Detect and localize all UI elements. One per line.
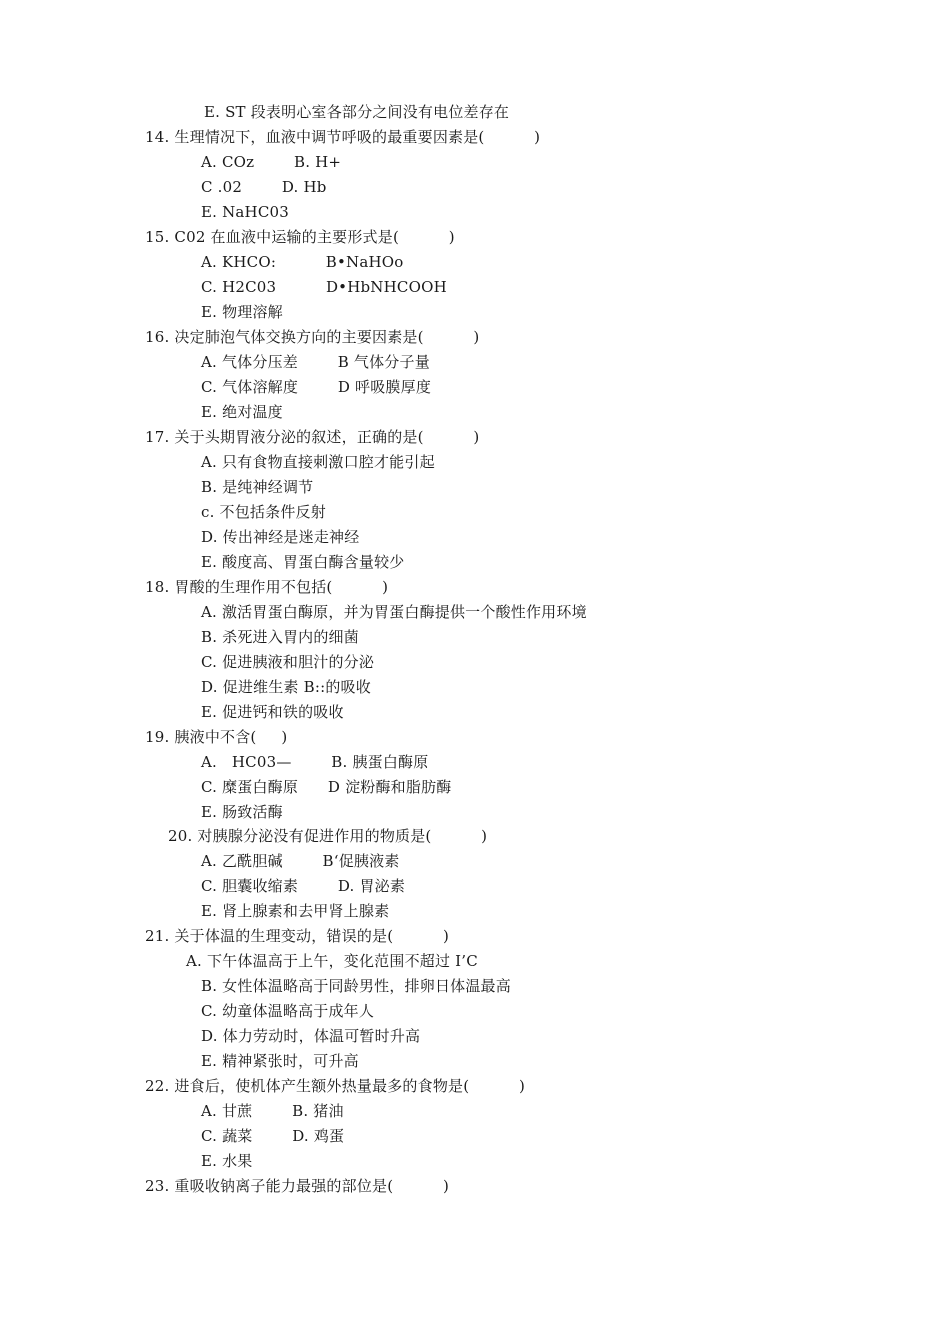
option-14e: E. NaHC03: [201, 203, 289, 221]
option-19ab: A. HC03— B. 胰蛋白酶原: [201, 753, 429, 771]
option-15e: E. 物理溶解: [201, 303, 283, 321]
option-14cd: C .02 D. Hb: [201, 178, 327, 196]
option-21b: B. 女性体温略高于同龄男性，排卵日体温最高: [201, 977, 511, 995]
question-16: 16. 决定肺泡气体交换方向的主要因素是( ): [145, 328, 480, 346]
option-13e: E. ST 段表明心室各部分之间没有电位差存在: [204, 103, 510, 121]
question-19: 19. 胰液中不含( ): [145, 728, 288, 746]
question-15: 15. C02 在血液中运输的主要形式是( ): [145, 228, 455, 246]
option-18b: B. 杀死进入胃内的细菌: [201, 628, 359, 646]
option-19e: E. 肠致活酶: [201, 803, 283, 821]
question-18: 18. 胃酸的生理作用不包括( ): [145, 578, 389, 596]
option-18e: E. 促进钙和铁的吸收: [201, 703, 344, 721]
option-22e: E. 水果: [201, 1152, 253, 1170]
option-21e: E. 精神紧张时，可升高: [201, 1052, 359, 1070]
option-20ab: A. 乙酰胆碱 B‘促胰液素: [201, 852, 400, 870]
option-16e: E. 绝对温度: [201, 403, 283, 421]
option-18d: D. 促进维生素 B::的吸收: [201, 678, 371, 696]
option-18c: C. 促进胰液和胆汁的分泌: [201, 653, 375, 671]
option-21c: C. 幼童体温略高于成年人: [201, 1002, 375, 1020]
option-17e: E. 酸度高、胃蛋白酶含量较少: [201, 553, 405, 571]
option-16cd: C. 气体溶解度 D 呼吸膜厚度: [201, 378, 432, 396]
question-17: 17. 关于头期胃液分泌的叙述，正确的是( ): [145, 428, 480, 446]
option-21a: A. 下午体温高于上午，变化范围不超过 I’C: [186, 952, 478, 970]
option-15cd: C. H2C03 D•HbNHCOOH: [201, 278, 447, 296]
option-17a: A. 只有食物直接刺激口腔才能引起: [201, 453, 435, 471]
option-17c: c. 不包括条件反射: [201, 503, 326, 521]
option-18a: A. 激活胃蛋白酶原，并为胃蛋白酶提供一个酸性作用环境: [201, 603, 587, 621]
question-20: 20. 对胰腺分泌没有促进作用的物质是( ): [168, 827, 488, 845]
option-16ab: A. 气体分压差 B 气体分子量: [201, 353, 430, 371]
question-21: 21. 关于体温的生理变动，错误的是( ): [145, 927, 450, 945]
option-20e: E. 肾上腺素和去甲肾上腺素: [201, 902, 390, 920]
option-22ab: A. 甘蔗 B. 猪油: [201, 1102, 344, 1120]
option-15ab: A. KHCO: B•NaHOo: [201, 253, 404, 271]
option-22cd: C. 蔬菜 D. 鸡蛋: [201, 1127, 345, 1145]
question-23: 23. 重吸收钠离子能力最强的部位是( ): [145, 1177, 450, 1195]
option-21d: D. 体力劳动时，体温可暂时升高: [201, 1027, 421, 1045]
question-22: 22. 进食后，使机体产生额外热量最多的食物是( ): [145, 1077, 526, 1095]
option-17b: B. 是纯神经调节: [201, 478, 314, 496]
option-19cd: C. 糜蛋白酶原 D 淀粉酶和脂肪酶: [201, 778, 452, 796]
question-14: 14. 生理情况下，血液中调节呼吸的最重要因素是( ): [145, 128, 541, 146]
option-14ab: A. COz B. H+: [201, 153, 342, 171]
option-17d: D. 传出神经是迷走神经: [201, 528, 360, 546]
option-20cd: C. 胆囊收缩素 D. 胃泌素: [201, 877, 406, 895]
